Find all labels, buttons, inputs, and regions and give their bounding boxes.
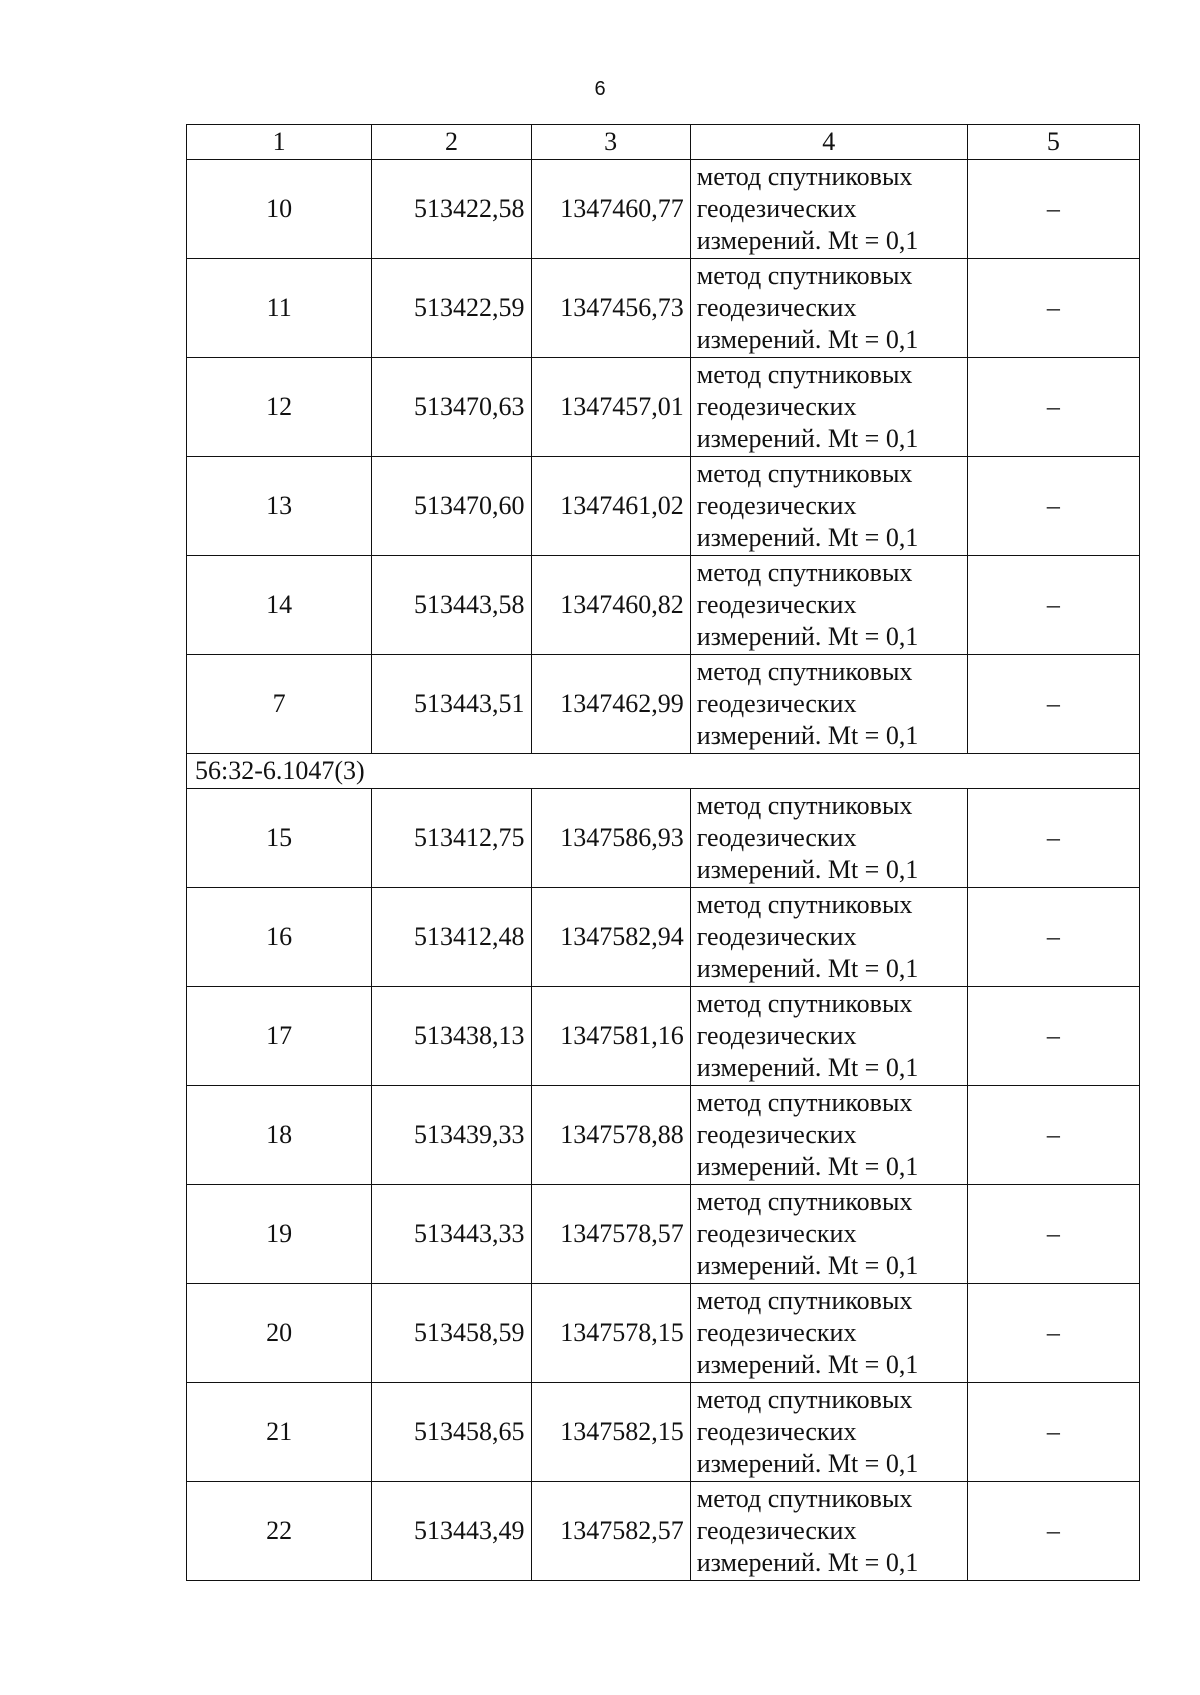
x-coordinate-cell: 513443,58 [372, 556, 531, 655]
note-cell: – [967, 987, 1139, 1086]
note-cell: – [967, 655, 1139, 754]
method-line: измерений. Mt = 0,1 [696, 1053, 919, 1082]
table-row [187, 1383, 1140, 1482]
method-line: измерений. Mt = 0,1 [696, 622, 919, 651]
x-coordinate-cell: 513439,33 [372, 1086, 531, 1185]
x-coordinate-cell: 513443,33 [372, 1185, 531, 1284]
y-coordinate-cell: 1347460,82 [531, 556, 690, 655]
point-number-cell: 21 [187, 1383, 372, 1482]
method-line: метод спутниковых [696, 791, 913, 820]
header-cell-4: 4 [690, 125, 967, 160]
table-row [187, 789, 1140, 888]
table-row [187, 1086, 1140, 1185]
x-coordinate-cell: 513458,65 [372, 1383, 531, 1482]
method-cell [690, 556, 967, 655]
note-cell: – [967, 457, 1139, 556]
table-row [187, 160, 1140, 259]
method-line: измерений. Mt = 0,1 [696, 523, 919, 552]
method-line: измерений. Mt = 0,1 [696, 325, 919, 354]
point-number-cell: 22 [187, 1482, 372, 1581]
page-number: 6 [594, 78, 606, 100]
coordinates-table [186, 124, 1140, 1581]
method-line: геодезических [696, 293, 857, 322]
method-line: метод спутниковых [696, 657, 913, 686]
method-line: геодезических [696, 590, 857, 619]
section-row [187, 754, 1140, 789]
method-line: геодезических [696, 823, 857, 852]
method-cell [690, 259, 967, 358]
method-line: геодезических [696, 1021, 857, 1050]
point-number-cell: 14 [187, 556, 372, 655]
method-line: геодезических [696, 392, 857, 421]
y-coordinate-cell: 1347456,73 [531, 259, 690, 358]
method-line: геодезических [696, 1417, 857, 1446]
method-cell [690, 1086, 967, 1185]
note-cell: – [967, 1185, 1139, 1284]
y-coordinate-cell: 1347460,77 [531, 160, 690, 259]
method-line: измерений. Mt = 0,1 [696, 1350, 919, 1379]
method-line: геодезических [696, 1219, 857, 1248]
method-line: метод спутниковых [696, 1088, 913, 1117]
method-line: метод спутниковых [696, 261, 913, 290]
point-number-cell: 19 [187, 1185, 372, 1284]
method-line: измерений. Mt = 0,1 [696, 855, 919, 884]
note-cell: – [967, 358, 1139, 457]
point-number-cell: 7 [187, 655, 372, 754]
point-number-cell: 16 [187, 888, 372, 987]
note-cell: – [967, 1383, 1139, 1482]
table-row [187, 358, 1140, 457]
method-line: геодезических [696, 1516, 857, 1545]
x-coordinate-cell: 513470,60 [372, 457, 531, 556]
table-row [187, 987, 1140, 1086]
note-cell: – [967, 789, 1139, 888]
x-coordinate-cell: 513443,51 [372, 655, 531, 754]
point-number-cell: 18 [187, 1086, 372, 1185]
point-number-cell: 13 [187, 457, 372, 556]
note-cell: – [967, 1482, 1139, 1581]
note-cell: – [967, 1086, 1139, 1185]
y-coordinate-cell: 1347582,57 [531, 1482, 690, 1581]
method-line: метод спутниковых [696, 1286, 913, 1315]
table-row [187, 556, 1140, 655]
x-coordinate-cell: 513470,63 [372, 358, 531, 457]
y-coordinate-cell: 1347586,93 [531, 789, 690, 888]
method-line: метод спутниковых [696, 1385, 913, 1414]
method-line: измерений. Mt = 0,1 [696, 226, 919, 255]
header-cell-5: 5 [967, 125, 1139, 160]
method-line: метод спутниковых [696, 890, 913, 919]
header-row [187, 125, 1140, 160]
point-number-cell: 11 [187, 259, 372, 358]
point-number-cell: 15 [187, 789, 372, 888]
method-line: геодезических [696, 1120, 857, 1149]
section-label: 56:32-6.1047(3) [187, 754, 1140, 789]
method-cell [690, 1185, 967, 1284]
method-line: метод спутниковых [696, 360, 913, 389]
y-coordinate-cell: 1347578,15 [531, 1284, 690, 1383]
method-line: измерений. Mt = 0,1 [696, 721, 919, 750]
method-cell [690, 457, 967, 556]
table-body [187, 125, 1140, 1581]
note-cell: – [967, 1284, 1139, 1383]
header-cell-3: 3 [531, 125, 690, 160]
table-row [187, 259, 1140, 358]
method-line: измерений. Mt = 0,1 [696, 1152, 919, 1181]
method-line: метод спутниковых [696, 1187, 913, 1216]
table-row [187, 1482, 1140, 1581]
point-number-cell: 17 [187, 987, 372, 1086]
method-line: измерений. Mt = 0,1 [696, 954, 919, 983]
method-line: геодезических [696, 689, 857, 718]
method-line: геодезических [696, 922, 857, 951]
note-cell: – [967, 160, 1139, 259]
method-cell [690, 358, 967, 457]
y-coordinate-cell: 1347578,57 [531, 1185, 690, 1284]
table-row [187, 1284, 1140, 1383]
method-cell [690, 655, 967, 754]
method-cell [690, 888, 967, 987]
y-coordinate-cell: 1347578,88 [531, 1086, 690, 1185]
x-coordinate-cell: 513438,13 [372, 987, 531, 1086]
y-coordinate-cell: 1347457,01 [531, 358, 690, 457]
method-line: геодезических [696, 194, 857, 223]
method-line: геодезических [696, 1318, 857, 1347]
method-cell [690, 1482, 967, 1581]
note-cell: – [967, 259, 1139, 358]
x-coordinate-cell: 513458,59 [372, 1284, 531, 1383]
method-cell [690, 789, 967, 888]
method-cell [690, 1383, 967, 1482]
method-cell [690, 987, 967, 1086]
method-line: метод спутниковых [696, 989, 913, 1018]
table-row [187, 1185, 1140, 1284]
table-row [187, 457, 1140, 556]
header-cell-2: 2 [372, 125, 531, 160]
method-line: метод спутниковых [696, 1484, 913, 1513]
note-cell: – [967, 888, 1139, 987]
x-coordinate-cell: 513412,48 [372, 888, 531, 987]
method-line: метод спутниковых [696, 558, 913, 587]
table-row [187, 655, 1140, 754]
y-coordinate-cell: 1347582,94 [531, 888, 690, 987]
method-line: измерений. Mt = 0,1 [696, 1449, 919, 1478]
method-line: измерений. Mt = 0,1 [696, 1548, 919, 1577]
point-number-cell: 10 [187, 160, 372, 259]
x-coordinate-cell: 513422,59 [372, 259, 531, 358]
x-coordinate-cell: 513412,75 [372, 789, 531, 888]
method-cell [690, 160, 967, 259]
y-coordinate-cell: 1347581,16 [531, 987, 690, 1086]
x-coordinate-cell: 513422,58 [372, 160, 531, 259]
x-coordinate-cell: 513443,49 [372, 1482, 531, 1581]
y-coordinate-cell: 1347582,15 [531, 1383, 690, 1482]
point-number-cell: 20 [187, 1284, 372, 1383]
method-line: метод спутниковых [696, 459, 913, 488]
method-cell [690, 1284, 967, 1383]
method-line: метод спутниковых [696, 162, 913, 191]
point-number-cell: 12 [187, 358, 372, 457]
method-line: измерений. Mt = 0,1 [696, 1251, 919, 1280]
y-coordinate-cell: 1347461,02 [531, 457, 690, 556]
method-line: измерений. Mt = 0,1 [696, 424, 919, 453]
method-line: геодезических [696, 491, 857, 520]
table-row [187, 888, 1140, 987]
header-cell-1: 1 [187, 125, 372, 160]
y-coordinate-cell: 1347462,99 [531, 655, 690, 754]
note-cell: – [967, 556, 1139, 655]
